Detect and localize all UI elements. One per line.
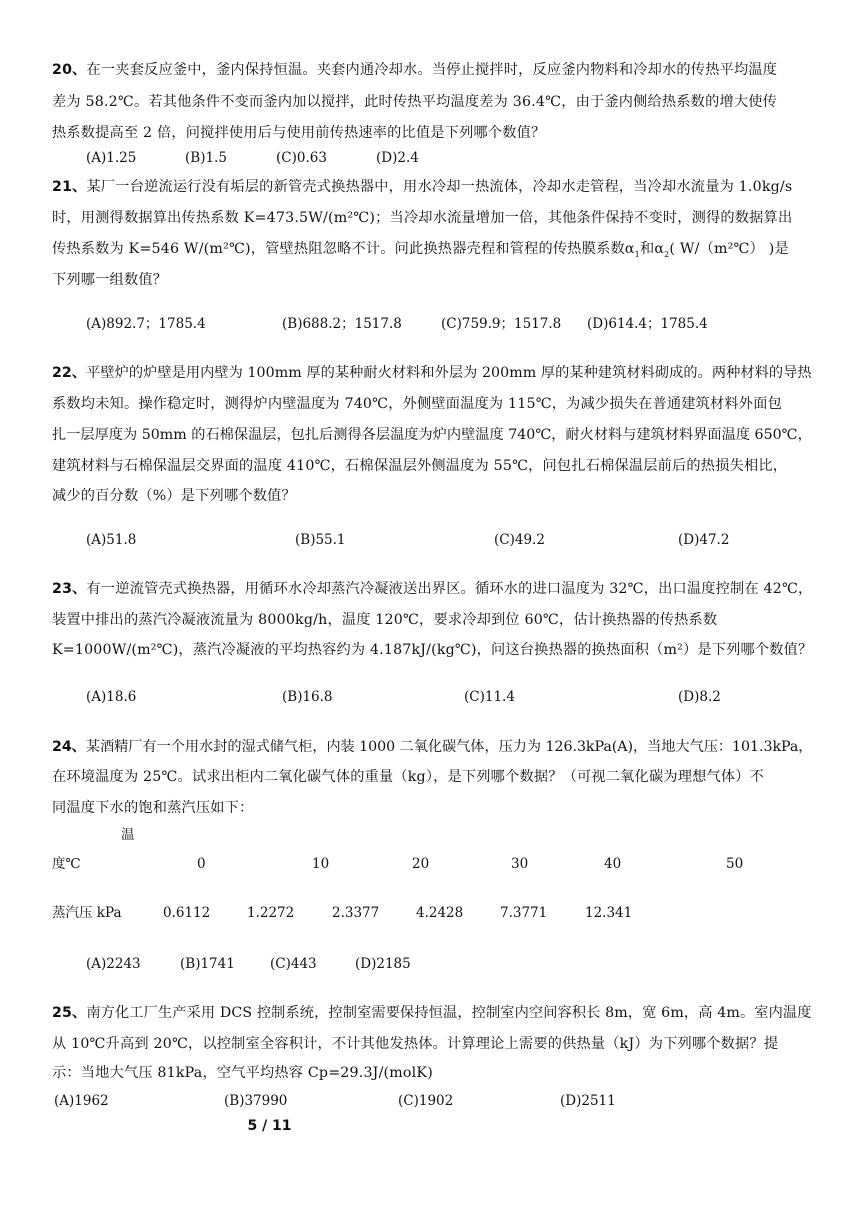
table-header-label: 度℃ (52, 856, 81, 872)
question-21-option-b: (B)688.2；1517.8 (282, 316, 402, 332)
question-21-line-1: 21、某厂一台逆流运行没有垢层的新管壳式换热器中，用水冷却一热流体，冷却水走管程，当冷却水流量为 1.0kg/s (52, 179, 793, 195)
table-temperature: 10 (312, 856, 330, 872)
question-20-option-d: (D)2.4 (376, 150, 419, 166)
question-24-option-c: (C)443 (270, 956, 317, 972)
table-row-label: 蒸汽压 kPa (52, 905, 122, 921)
question-20-option-b: (B)1.5 (185, 150, 227, 166)
question-number: 21、 (52, 179, 87, 195)
question-25-option-d: (D)2511 (560, 1093, 616, 1109)
question-21-option-c: (C)759.9；1517.8 (441, 316, 562, 332)
question-22-option-a: (A)51.8 (86, 532, 137, 548)
question-23-line-1: 23、有一逆流管壳式换热器，用循环水冷却蒸汽冷凝液送出界区。循环水的进口温度为 32℃，出口温度控制在 42℃， (52, 581, 813, 597)
question-20-line-1: 20、在一夹套反应釜中，釜内保持恒温。夹套内通冷却水。当停止搅拌时，反应釜内物料和冷却水的传热平均温度 (52, 62, 778, 78)
question-21-line-4: 下列哪一组数值？ (52, 272, 168, 288)
question-20-line-2: 差为 58.2℃。若其他条件不变而釜内加以搅拌，此时传热平均温度差为 36.4℃，由于釜内侧给热系数的增大使传 (52, 94, 778, 110)
question-21-line-3: 传热系数为 K=546 W/(m²℃)，管壁热阻忽略不计。问此换热器壳程和管程的传热膜系数$\alpha_1$和$\alpha_2$( W/（m²℃） )是 (52, 241, 789, 259)
question-22-option-b: (B)55.1 (295, 532, 346, 548)
question-25-option-b: (B)37990 (224, 1093, 288, 1109)
question-number: 24、 (52, 739, 86, 755)
question-20-line-3: 热系数提高至 2 倍，问搅拌使用后与使用前传热速率的比值是下列哪个数值？ (52, 125, 546, 141)
table-pressure: 4.2428 (416, 905, 464, 921)
table-pressure: 7.3771 (500, 905, 548, 921)
question-21-option-d: (D)614.4；1785.4 (587, 316, 708, 332)
question-22-option-d: (D)47.2 (678, 532, 730, 548)
question-25-option-c: (C)1902 (398, 1093, 454, 1109)
question-23-option-a: (A)18.6 (86, 689, 137, 705)
question-24-option-b: (B)1741 (180, 956, 235, 972)
table-pressure: 1.2272 (247, 905, 295, 921)
question-21-line-2: 时，用测得数据算出传热系数 K=473.5W/(m²℃)；当冷却水流量增加一倍，其他条件保持不变时，测得的数据算出 (52, 210, 793, 226)
page-footer (0, 1118, 865, 1134)
question-24-line-3: 同温度下水的饱和蒸汽压如下： (52, 800, 254, 816)
question-22-line-3: 扎一层厚度为 50mm 的石棉保温层，包扎后测得各层温度为炉内壁温度 740℃，耐火材料与建筑材料界面温度 650℃， (52, 427, 812, 443)
question-25-line-2: 从 10℃升高到 20℃，以控制室全容积计，不计其他发热体。计算理论上需要的供热量（kJ）为下列哪个数据？提 (52, 1036, 779, 1052)
question-23-line-3: K=1000W/(m²℃)，蒸汽冷凝液的平均热容约为 4.187kJ/(kg℃)，问这台换热器的换热面积（m²）是下列哪个数值？ (52, 642, 813, 658)
question-22-line-2: 系数均未知。操作稳定时，测得炉内壁温度为 740℃，外侧壁面温度为 115℃，为减少损失在普通建筑材料外面包 (52, 396, 782, 412)
question-23-option-b: (B)16.8 (282, 689, 333, 705)
question-22-option-c: (C)49.2 (494, 532, 545, 548)
question-22-line-5: 减少的百分数（%）是下列哪个数值？ (52, 488, 296, 504)
question-number: 20、 (52, 62, 87, 78)
table-temperature: 40 (604, 856, 622, 872)
table-temperature: 0 (197, 856, 206, 872)
question-25-option-a: (A)1962 (54, 1093, 109, 1109)
question-21-option-a: (A)892.7；1785.4 (86, 316, 206, 332)
question-24-line-1: 24、某酒精厂有一个用水封的湿式储气柜，内装 1000 二氧化碳气体，压力为 126.3kPa(A)，当地大气压：101.3kPa， (52, 739, 813, 755)
question-20-option-c: (C)0.63 (276, 150, 327, 166)
table-pressure: 0.6112 (163, 905, 211, 921)
question-number: 25、 (52, 1005, 87, 1021)
question-22-line-4: 建筑材料与石棉保温层交界面的温度 410℃，石棉保温层外侧温度为 55℃，问包扎石棉保温层前后的热损失相比， (52, 458, 788, 474)
page-number: 5 / 11 (247, 1118, 292, 1134)
table-temperature: 50 (726, 856, 744, 872)
table-temperature: 20 (412, 856, 430, 872)
question-22-line-1: 22、平壁炉的炉壁是用内壁为 100mm 厚的某种耐火材料和外层为 200mm 厚的某种建筑材料砌成的。两种材料的导热 (52, 365, 812, 381)
question-20-option-a: (A)1.25 (86, 150, 137, 166)
table-header-top: 温 (121, 827, 135, 843)
question-number: 22、 (52, 365, 87, 381)
question-23-line-2: 装置中排出的蒸汽冷凝液流量为 8000kg/h，温度 120℃，要求冷却到位 60℃，估计换热器的传热系数 (52, 612, 718, 628)
question-23-option-d: (D)8.2 (678, 689, 721, 705)
question-25-line-1: 25、南方化工厂生产采用 DCS 控制系统，控制室需要保持恒温，控制室内空间容积长 8m，宽 6m，高 4m。室内温度 (52, 1005, 812, 1021)
table-pressure: 12.341 (585, 905, 633, 921)
table-pressure: 2.3377 (332, 905, 380, 921)
question-24-line-2: 在环境温度为 25℃。试求出柜内二氧化碳气体的重量（kg），是下列哪个数据？（可视二氧化碳为理想气体）不 (52, 769, 765, 785)
question-23-option-c: (C)11.4 (464, 689, 515, 705)
table-temperature: 30 (511, 856, 529, 872)
question-25-line-3: 示：当地大气压 81kPa，空气平均热容 Cp=29.3J/(molK) (52, 1065, 433, 1081)
question-24-option-d: (D)2185 (355, 956, 411, 972)
question-24-option-a: (A)2243 (86, 956, 141, 972)
question-number: 23、 (52, 581, 87, 597)
